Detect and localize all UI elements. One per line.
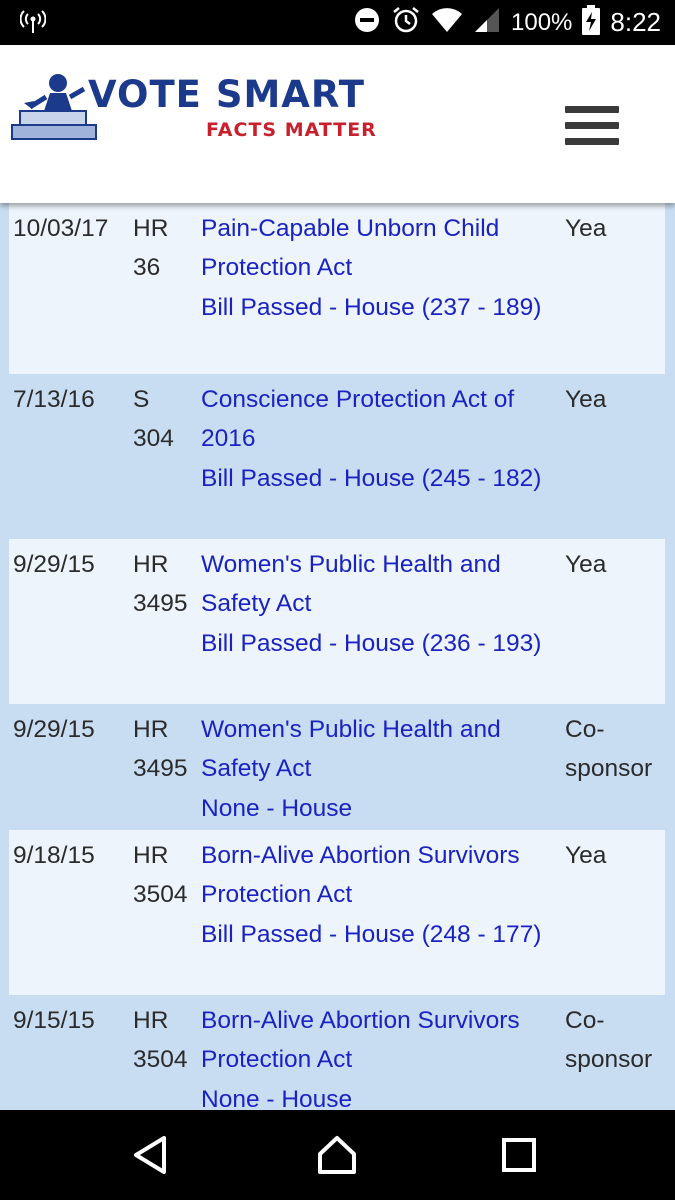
bill-title-link[interactable]: Pain-Capable Unborn Child Protection Act [201,215,500,282]
bill-title-link[interactable]: Born-Alive Abortion Survivors Protection Act [201,1007,520,1074]
table-row [9,995,665,1110]
status-bar [0,0,675,45]
logo-title: VOTE SMART [88,73,366,116]
vote-position: Yea [565,215,607,242]
bill-title-link[interactable]: Born-Alive Abortion Survivors Protection Act [201,842,520,909]
bill-outcome-link[interactable]: None - House [201,794,353,822]
logo-tagline: FACTS MATTER [206,119,377,141]
bill-outcome-link[interactable]: Bill Passed - House (248 - 177) [201,920,542,948]
vote-date: 9/29/15 [13,551,95,578]
signal-broadcast-icon [20,9,46,40]
bill-number: HR 3504 [133,842,188,909]
wifi-icon [431,6,463,39]
table-row [9,830,665,995]
bill-number: HR 3504 [133,1007,188,1074]
vote-date: 7/13/16 [13,386,95,413]
table-row [9,374,665,539]
voting-record-list [0,203,675,1110]
back-icon[interactable] [128,1132,174,1178]
cell-signal-icon [473,6,501,39]
do-not-disturb-icon [353,6,381,39]
bill-title-link[interactable]: Women's Public Health and Safety Act [201,716,501,783]
battery-percent: 100% [511,8,573,36]
table-row [9,539,665,704]
vote-date: 9/18/15 [13,842,95,869]
alarm-icon [391,5,421,40]
bill-number: HR 3495 [133,716,188,783]
clock: 8:22 [610,7,661,37]
home-icon[interactable] [314,1132,360,1178]
vote-date: 10/03/17 [13,215,109,242]
table-row [9,704,665,830]
hamburger-menu-icon[interactable] [562,103,622,149]
bill-outcome-link[interactable]: Bill Passed - House (245 - 182) [201,464,542,492]
vote-position: Yea [565,551,607,578]
bill-number: HR 36 [133,215,169,282]
bill-number: S 304 [133,386,174,453]
vote-date: 9/29/15 [13,716,95,743]
vote-position: Yea [565,842,607,869]
bill-outcome-link[interactable]: None - House [201,1085,353,1110]
bill-outcome-link[interactable]: Bill Passed - House (237 - 189) [201,293,542,321]
vote-smart-logo[interactable] [10,67,390,167]
bill-title-link[interactable]: Conscience Protection Act of 2016 [201,386,515,453]
battery-charging-icon [582,5,600,40]
vote-position: Co- sponsor [565,716,653,783]
recents-icon[interactable] [496,1132,542,1178]
android-nav-bar [0,1110,675,1200]
vote-date: 9/15/15 [13,1007,95,1034]
bill-number: HR 3495 [133,551,188,618]
bill-title-link[interactable]: Women's Public Health and Safety Act [201,551,501,618]
bill-outcome-link[interactable]: Bill Passed - House (236 - 193) [201,629,542,657]
table-row [9,203,665,374]
vote-position: Yea [565,386,607,413]
vote-position: Co- sponsor [565,1007,653,1074]
voter-figure-icon [10,67,100,163]
site-header [0,45,675,203]
